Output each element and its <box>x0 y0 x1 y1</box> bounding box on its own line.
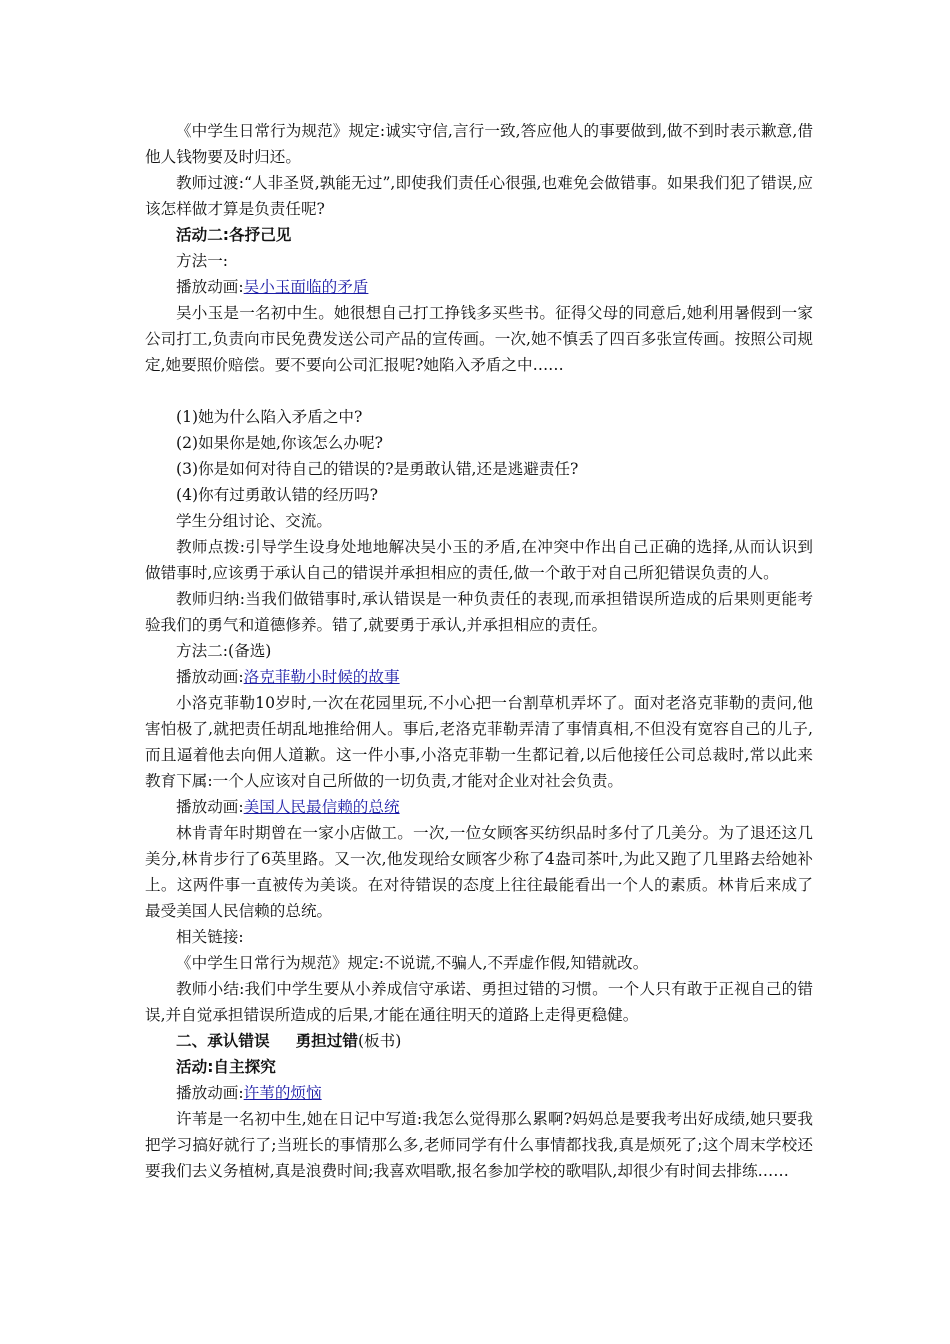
question-1: (1)她为什么陷入矛盾之中? <box>176 408 363 426</box>
question-3: (3)你是如何对待自己的错误的?是勇敢认错,还是逃避责任? <box>176 460 579 478</box>
method-one-label: 方法一: <box>176 252 229 270</box>
method-two-label: 方法二:(备选) <box>176 642 272 660</box>
story-wu-xiaoyu: 吴小玉是一名初中生。她很想自己打工挣钱多买些书。征得父母的同意后,她利用暑假到一家公司打工,负责向市民免费发送公司产品的宣传画。一次,她不慎丢了四百多张宣传画。按照公司规定,她要照价赔偿。要不要向公司汇报呢?她陷入矛盾之中…… <box>145 304 813 374</box>
section-two-title-b: 勇担过错 <box>295 1032 358 1050</box>
document-page <box>145 118 813 1184</box>
story-xu-wei: 许苇是一名初中生,她在日记中写道:我怎么觉得那么累啊?妈妈总是要我考出好成绩,她只要我把学习搞好就行了;当班长的事情那么多,老师同学有什么事情都找我,真是烦死了;这个周末学校还要我们去义务植树,真是浪费时间;我喜欢唱歌,报名参加学校的歌唱队,却很少有时间去排练…… <box>145 1110 813 1180</box>
paragraph-teacher-summary: 教师归纳:当我们做错事时,承认错误是一种负责任的表现,而承担错误所造成的后果则更能考验我们的勇气和道德修养。错了,就要勇于承认,并承担相应的责任。 <box>145 590 813 634</box>
play-animation-line-3 <box>145 794 813 820</box>
play-label: 播放动画: <box>176 798 244 816</box>
play-animation-line-4 <box>145 1080 813 1106</box>
paragraph-discussion: 学生分组讨论、交流。 <box>176 512 332 530</box>
story-rockefeller: 小洛克菲勒10岁时,一次在花园里玩,不小心把一台割草机弄坏了。面对老洛克菲勒的责问,他害怕极了,就把责任胡乱地推给佣人。事后,老洛克菲勒弄清了事情真相,不但没有宽容自己的儿子,而且逼着他去向佣人道歉。这一件小事,小洛克菲勒一生都记着,以后他接任公司总裁时,常以此来教育下属:一个人应该对自己所做的一切负责,才能对企业对社会负责。 <box>145 694 813 790</box>
heading-activity-two: 活动二:各抒己见 <box>176 226 292 244</box>
animation-link-wu-xiaoyu[interactable]: 吴小玉面临的矛盾 <box>243 278 369 296</box>
paragraph-code-of-conduct: 《中学生日常行为规范》规定:诚实守信,言行一致,答应他人的事要做到,做不到时表示歉意,借他人钱物要及时归还。 <box>145 122 813 166</box>
play-label: 播放动画: <box>176 1084 244 1102</box>
play-animation-line-2 <box>145 664 813 690</box>
paragraph-teacher-guidance: 教师点拨:引导学生设身处地地解决吴小玉的矛盾,在冲突中作出自己正确的选择,从而认识到做错事时,应该勇于承认自己的错误并承担相应的责任,做一个敢于对自己所犯错误负责的人。 <box>145 538 813 582</box>
heading-activity-explore: 活动:自主探究 <box>176 1058 276 1076</box>
play-label: 播放动画: <box>176 668 244 686</box>
heading-section-two <box>145 1028 813 1054</box>
paragraph-rule: 《中学生日常行为规范》规定:不说谎,不骗人,不弄虚作假,知错就改。 <box>176 954 649 972</box>
related-links-label: 相关链接: <box>176 928 244 946</box>
play-label: 播放动画: <box>176 278 244 296</box>
question-2: (2)如果你是她,你该怎么办呢? <box>176 434 383 452</box>
animation-link-lincoln[interactable]: 美国人民最信赖的总统 <box>243 798 400 816</box>
question-4: (4)你有过勇敢认错的经历吗? <box>176 486 378 504</box>
animation-link-rockefeller[interactable]: 洛克菲勒小时候的故事 <box>243 668 400 686</box>
spacer <box>145 378 813 404</box>
paragraph-teacher-conclusion: 教师小结:我们中学生要从小养成信守承诺、勇担过错的习惯。一个人只有敢于正视自己的错误,并自觉承担错误所造成的后果,才能在通往明天的道路上走得更稳健。 <box>145 980 813 1024</box>
animation-link-xu-wei[interactable]: 许苇的烦恼 <box>243 1084 322 1102</box>
blackboard-note: (板书) <box>357 1032 402 1050</box>
play-animation-line-1 <box>145 274 813 300</box>
paragraph-teacher-transition: 教师过渡:“人非圣贤,孰能无过”,即使我们责任心很强,也难免会做错事。如果我们犯了错误,应该怎样做才算是负责任呢? <box>145 174 813 218</box>
story-lincoln: 林肯青年时期曾在一家小店做工。一次,一位女顾客买纺织品时多付了几美分。为了退还这几美分,林肯步行了6英里路。又一次,他发现给女顾客少称了4盎司茶叶,为此又跑了几里路去给她补上。这两件事一直被传为美谈。在对待错误的态度上往往最能看出一个人的素质。林肯后来成了最受美国人民信赖的总统。 <box>145 824 813 920</box>
section-two-title-a: 二、承认错误 <box>176 1032 270 1050</box>
